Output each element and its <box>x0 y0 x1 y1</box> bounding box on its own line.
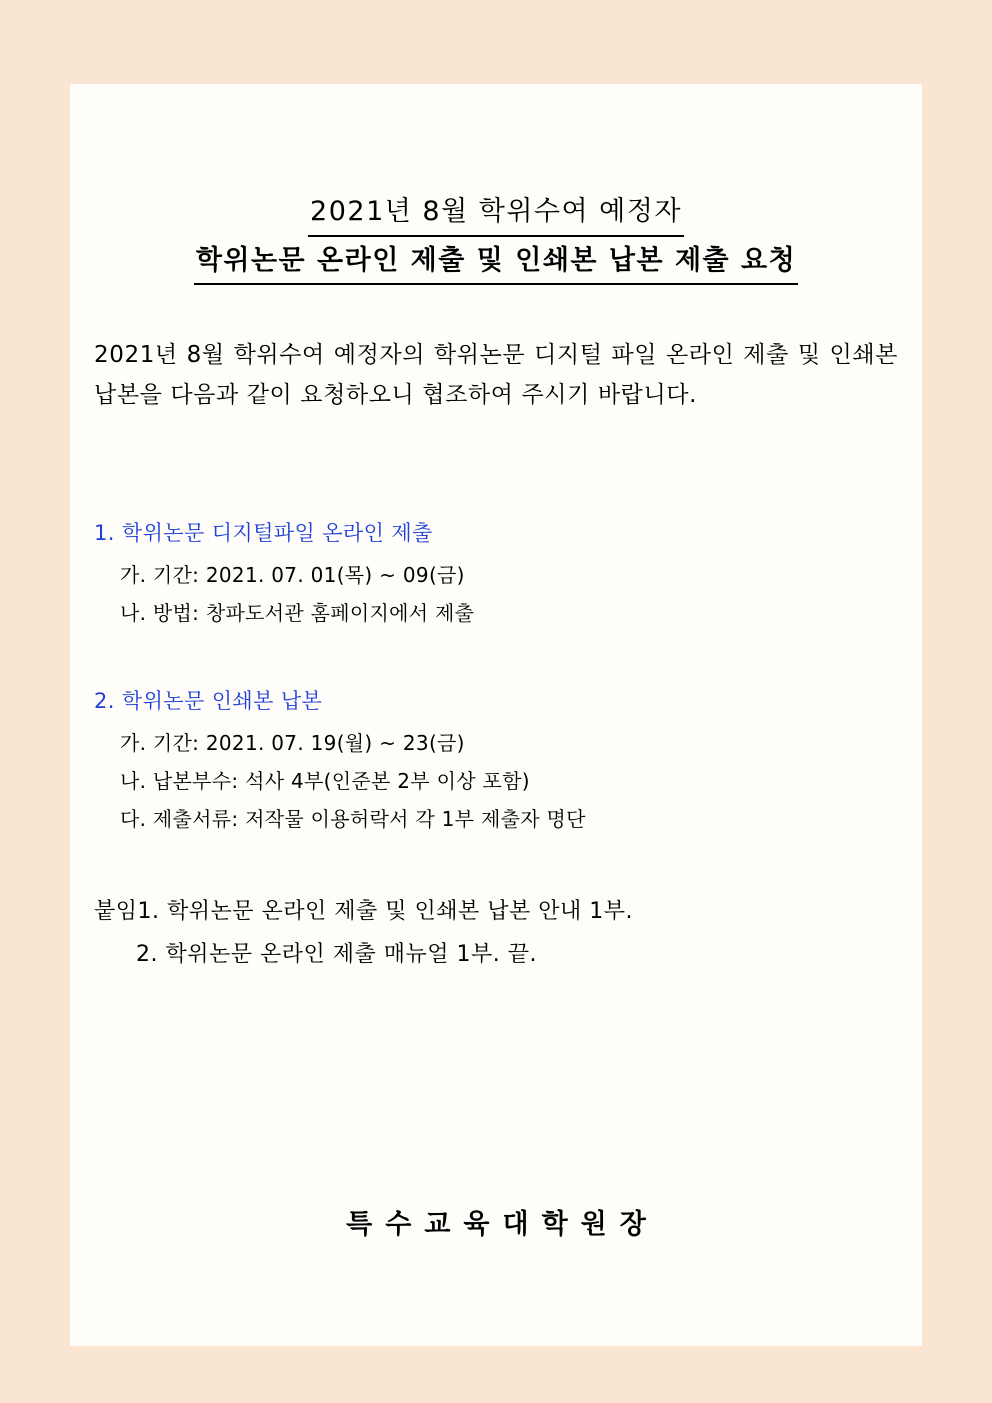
section-1-heading: 1. 학위논문 디지털파일 온라인 제출 <box>94 521 433 545</box>
section-1-item-b: 나. 방법: 창파도서관 홈페이지에서 제출 <box>120 600 475 625</box>
section-2-item-a: 가. 기간: 2021. 07. 19(월) ~ 23(금) <box>120 730 465 755</box>
intro-paragraph: 2021년 8월 학위수여 예정자의 학위논문 디지털 파일 온라인 제출 및 인쇄본 납본을 다음과 같이 요청하오니 협조하여 주시기 바랍니다. <box>94 342 898 408</box>
document-paper <box>70 84 922 1346</box>
section-2-heading: 2. 학위논문 인쇄본 납본 <box>94 689 323 713</box>
title-line-1: 2021년 8월 학위수여 예정자 <box>308 192 684 237</box>
section-2-item-b: 나. 납본부수: 석사 4부(인준본 2부 이상 포함) <box>120 768 530 793</box>
section-2-item-c: 다. 제출서류: 저작물 이용허락서 각 1부 제출자 명단 <box>120 806 586 831</box>
document-content <box>70 84 922 1346</box>
attachment-line-2: 2. 학위논문 온라인 제출 매뉴얼 1부. 끝. <box>136 942 537 968</box>
title-line-2: 학위논문 온라인 제출 및 인쇄본 납본 제출 요청 <box>194 241 798 286</box>
signature-line: 특수교육대학원장 <box>346 1209 659 1240</box>
section-online-submission <box>94 518 898 636</box>
section-printed-deposit <box>94 686 898 842</box>
document-title <box>70 192 922 285</box>
attachments-block <box>94 894 898 972</box>
section-1-item-a: 가. 기간: 2021. 07. 01(목) ~ 09(금) <box>120 562 465 587</box>
attachment-line-1: 붙임1. 학위논문 온라인 제출 및 인쇄본 납본 안내 1부. <box>94 899 633 924</box>
